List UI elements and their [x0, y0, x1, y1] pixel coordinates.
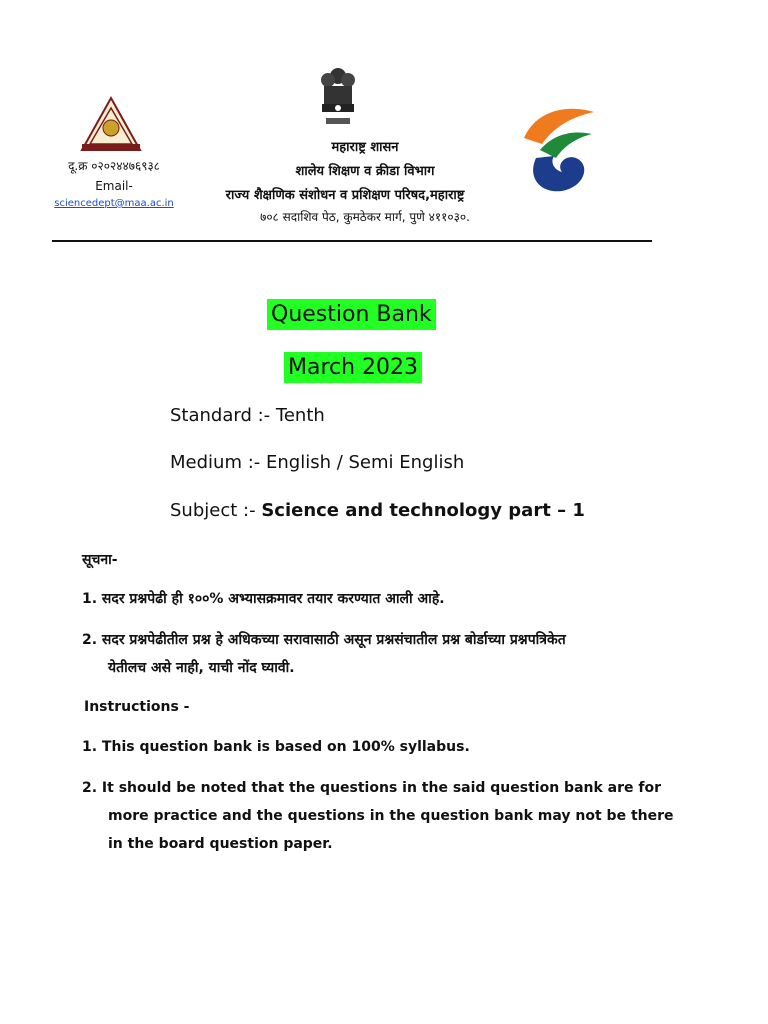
azadi-amrit-logo — [506, 98, 614, 216]
subject-label: Subject :- — [170, 500, 256, 521]
gov-line-2: शालेय शिक्षण व क्रीडा विभाग — [295, 164, 435, 179]
institute-logo — [76, 94, 146, 154]
gov-line-3: राज्य शैक्षणिक संशोधन व प्रशिक्षण परिषद,महाराष्ट्र — [225, 188, 465, 203]
gov-line-1: महाराष्ट्र शासन — [331, 140, 399, 155]
standard-row — [170, 405, 325, 426]
instruction-item-1: 1. This question bank is based on 100% syllabus. — [82, 739, 470, 755]
instruction-item-2-line-3: in the board question paper. — [108, 836, 333, 852]
exam-date: March 2023 — [284, 352, 422, 383]
instruction-item-2-line-2: more practice and the questions in the question bank may not be there — [108, 808, 674, 824]
phone-number: दू.क्र ०२०२४४७६९३८ — [68, 159, 160, 173]
address: ७०८ सदाशिव पेठ, कुमठेकर मार्ग, पुणे ४११०३०. — [260, 210, 470, 224]
subject-value: Science and technology part – 1 — [261, 500, 585, 521]
standard-value: Tenth — [275, 405, 325, 426]
email-link[interactable]: sciencedept@maa.ac.in — [54, 198, 174, 209]
standard-label: Standard :- — [170, 405, 271, 426]
header-divider — [52, 240, 652, 242]
notice-heading: सूचना- — [82, 552, 118, 568]
notice-item-2-line-2: येतीलच असे नाही, याची नोंद घ्यावी. — [108, 660, 295, 676]
medium-label: Medium :- — [170, 452, 261, 473]
instruction-item-2-line-1: 2. It should be noted that the questions in the said question bank are for — [82, 780, 662, 796]
instructions-heading: Instructions - — [84, 699, 190, 715]
notice-item-2-line-1: 2. सदर प्रश्नपेढीतील प्रश्न हे अधिकच्या सरावासाठी असून प्रश्नसंचातील प्रश्न बोर्डाच्या प्रश्नपत्रिकेत — [82, 632, 566, 648]
page-title: Question Bank — [267, 299, 436, 330]
notice-item-1: 1. सदर प्रश्नपेढी ही १००% अभ्यासक्रमावर तयार करण्यात आली आहे. — [82, 591, 445, 607]
subject-row — [170, 500, 585, 521]
email-label: Email- — [95, 179, 133, 193]
medium-row — [170, 452, 464, 473]
national-emblem-icon — [318, 64, 358, 132]
medium-value: English / Semi English — [266, 452, 465, 473]
